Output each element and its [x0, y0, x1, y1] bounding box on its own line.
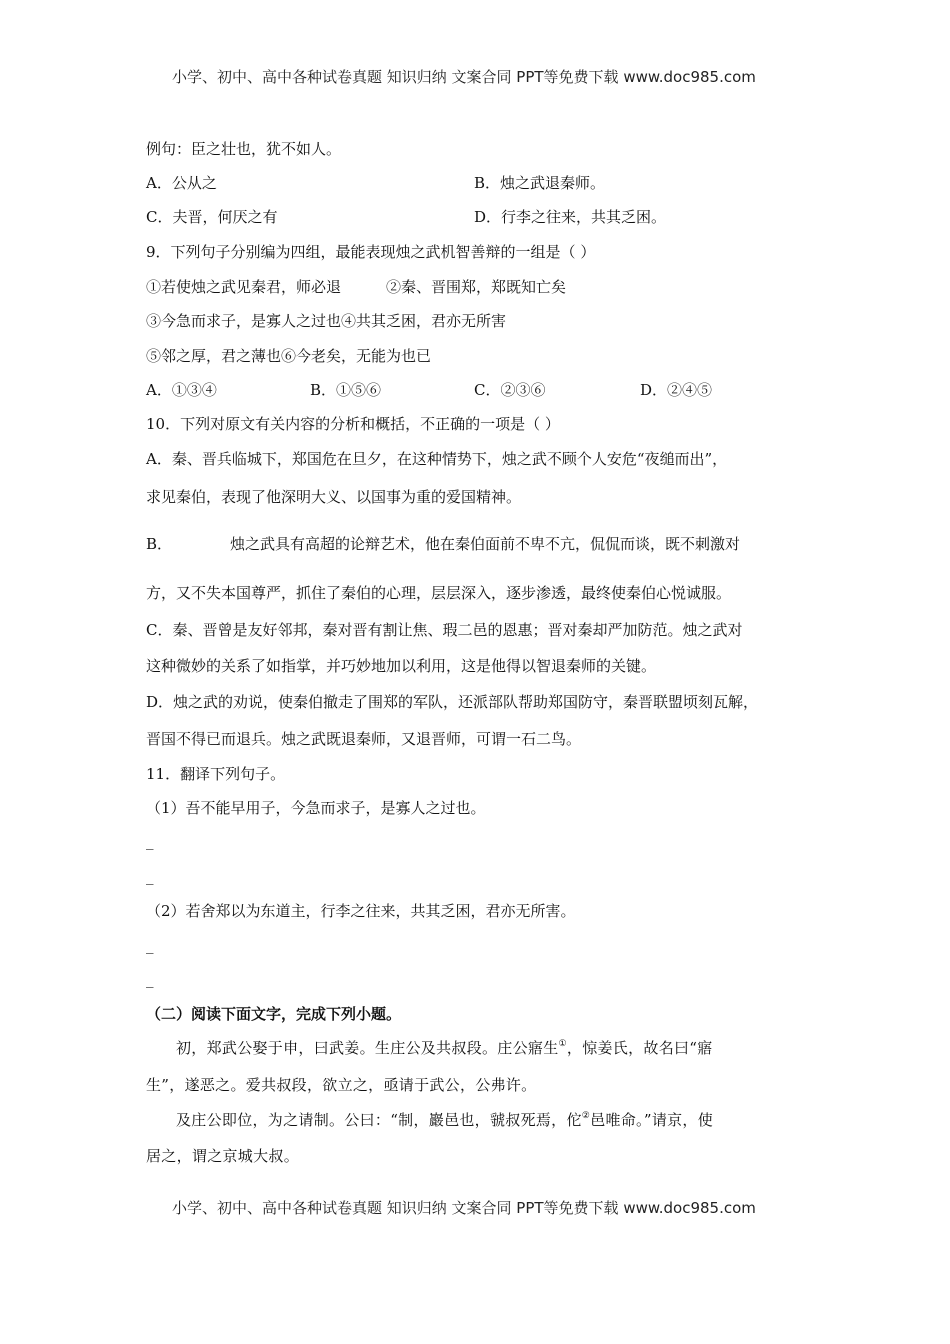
q9-stem: 9．下列句子分别编为四组，最能表现烛之武机智善辩的一组是（ ） [146, 243, 596, 261]
q10-option-d-line2: 晋国不得已而退兵。烛之武既退秦师，又退晋师，可谓一石二鸟。 [146, 730, 582, 748]
footnote-marker-2: ② [581, 1111, 591, 1121]
passage-line-1-text-a: 初，郑武公娶于申，曰武姜。生庄公及共叔段。庄公寤生 [176, 1039, 559, 1057]
passage-line-3 [176, 1110, 713, 1133]
q11-sentence-2: （2）若舍郑以为东道主，行李之往来，共其乏困，君亦无所害。 [146, 902, 576, 920]
page-header: 小学、初中、高中各种试卷真题 知识归纳 文案合同 PPT等免费下载 www.doc985.com [172, 68, 756, 86]
q10-option-b-line2: 方，又不失本国尊严，抓住了秦伯的心理，层层深入，逐步渗透，最终使秦伯心悦诚服。 [146, 584, 732, 602]
q10-option-b-line1: 烛之武具有高超的论辩艺术，他在秦伯面前不卑不亢，侃侃而谈，既不刺激对 [230, 535, 741, 553]
passage-line-4: 居之，谓之京城大叔。 [146, 1147, 300, 1165]
answer-blank[interactable]: _ [146, 970, 154, 988]
q10-option-a-line2: 求见秦伯，表现了他深明大义、以国事为重的爱国精神。 [146, 488, 522, 506]
passage-line-2: 生”，遂恶之。爱共叔段，欲立之，亟请于武公，公弗许。 [146, 1076, 537, 1094]
q10-option-c-line1: C．秦、晋曾是友好邻邦，秦对晋有割让焦、瑕二邑的恩惠；晋对秦却严加防范。烛之武对 [146, 621, 743, 639]
q11-stem: 11．翻译下列句子。 [146, 765, 286, 783]
q10-option-a-line1: A．秦、晋兵临城下，郑国危在旦夕，在这种情势下，烛之武不顾个人安危“夜缒而出”， [146, 450, 728, 468]
q9-option-c: C．②③⑥ [474, 381, 546, 399]
q10-option-d-line1: D．烛之武的劝说，使秦伯撤走了围郑的军队，还派部队帮助郑国防守，秦晋联盟顷刻瓦解， [146, 693, 759, 711]
q9-line1-b: ②秦、晋围郑，郑既知亡矣 [386, 278, 567, 296]
page-footer: 小学、初中、高中各种试卷真题 知识归纳 文案合同 PPT等免费下载 www.doc985.com [172, 1199, 756, 1217]
q8-option-c: C．夫晋，何厌之有 [146, 208, 278, 226]
passage-line-1 [176, 1038, 713, 1061]
q9-line2: ③今急而求子，是寡人之过也④共其乏困，君亦无所害 [146, 312, 507, 330]
answer-blank[interactable]: _ [146, 936, 154, 954]
q9-line1-a: ①若使烛之武见秦君，师必退 [146, 278, 342, 296]
passage-line-1-text-b: ，惊姜氏，故名曰“寤 [566, 1039, 713, 1057]
q9-line3: ⑤邻之厚，君之薄也⑥今老矣，无能为也已 [146, 347, 432, 365]
answer-blank[interactable]: _ [146, 832, 154, 850]
q11-sentence-1: （1）吾不能早用子，今急而求子，是寡人之过也。 [146, 799, 486, 817]
answer-blank[interactable]: _ [146, 867, 154, 885]
q8-option-d: D．行李之往来，共其乏困。 [474, 208, 667, 226]
q9-option-b: B．①⑤⑥ [310, 381, 382, 399]
q10-stem: 10．下列对原文有关内容的分析和概括，不正确的一项是（ ） [146, 415, 560, 433]
q10-option-b-label: B． [146, 535, 173, 553]
q8-example: 例句：臣之壮也，犹不如人。 [146, 140, 342, 158]
passage-line-3-text-a: 及庄公即位，为之请制。公曰：“制，巖邑也，虢叔死焉，佗 [176, 1111, 582, 1129]
q9-option-a: A．①③④ [146, 381, 217, 399]
q9-option-d: D．②④⑤ [640, 381, 713, 399]
footnote-marker-1: ① [558, 1039, 567, 1049]
q8-option-b: B．烛之武退秦师。 [474, 174, 606, 192]
q8-option-a: A．公从之 [146, 174, 217, 192]
q10-option-c-line2: 这种微妙的关系了如指掌，并巧妙地加以利用，这是他得以智退秦师的关键。 [146, 657, 657, 675]
passage-line-3-text-b: 邑唯命。”请京，使 [590, 1111, 714, 1129]
section-title: （二）阅读下面文字，完成下列小题。 [146, 1005, 402, 1023]
